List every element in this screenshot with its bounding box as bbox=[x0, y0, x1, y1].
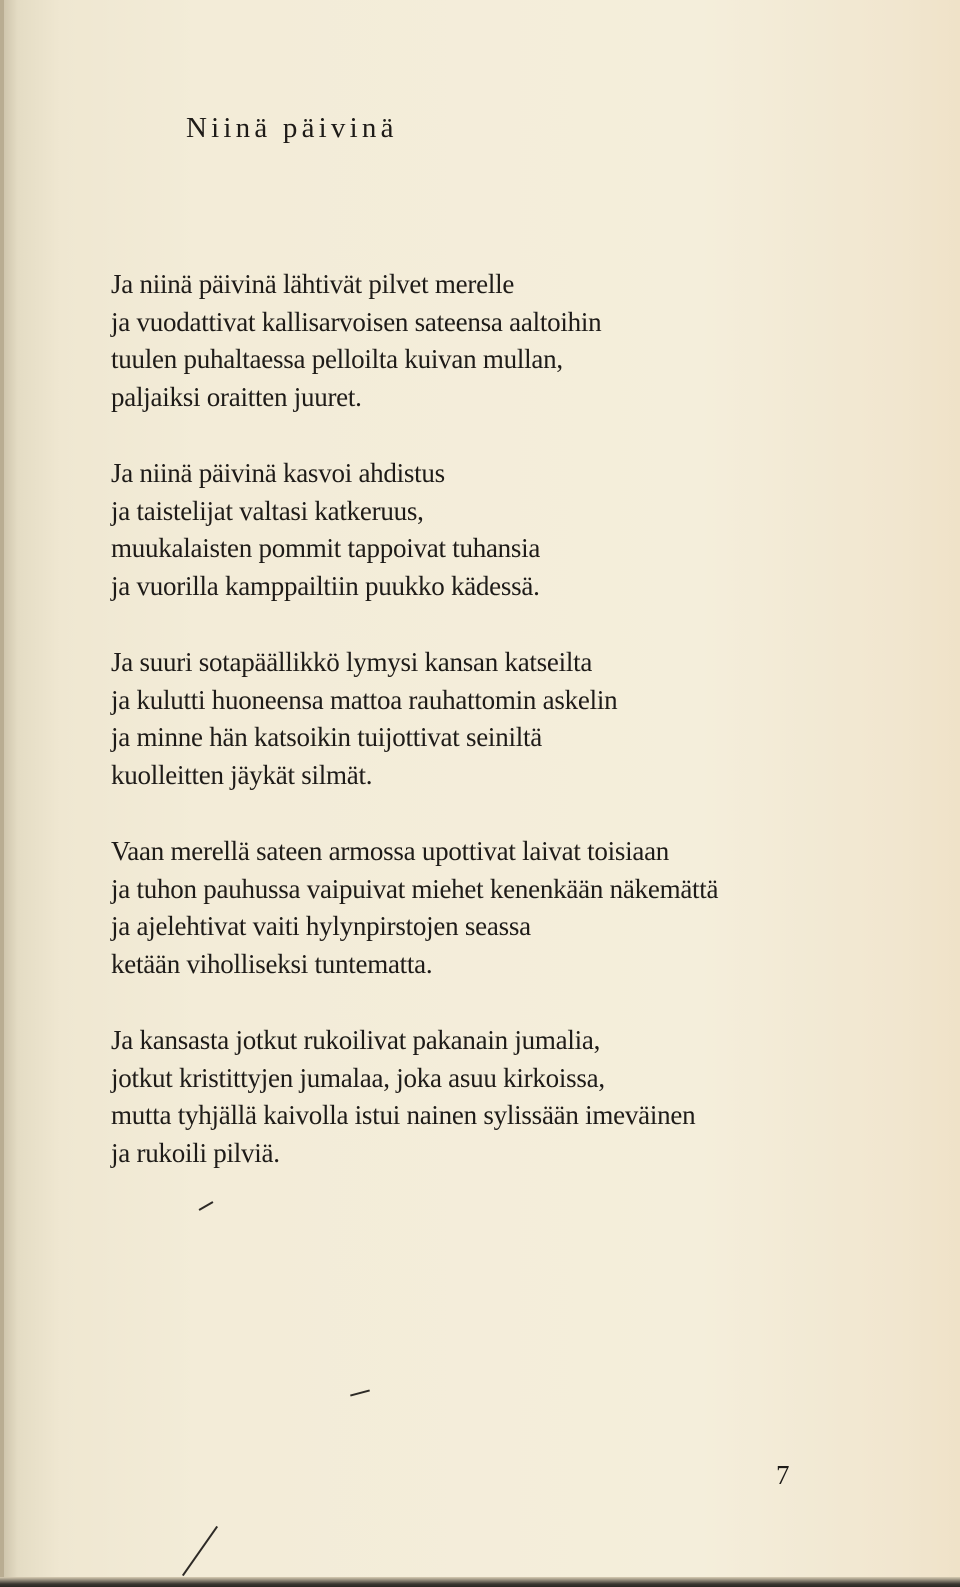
poem-line: Ja suuri sotapäällikkö lymysi kansan katseilta bbox=[111, 647, 593, 677]
poem-line: Vaan merellä sateen armossa upottivat laivat toisiaan bbox=[111, 836, 670, 866]
poem-line: ja kulutti huoneensa mattoa rauhattomin askelin bbox=[111, 684, 618, 715]
ink-mark bbox=[182, 1526, 218, 1576]
stanza bbox=[111, 1022, 718, 1172]
poem-line: muukalaisten pommit tappoivat tuhansia bbox=[111, 533, 541, 563]
poem-line: paljaiksi oraitten juuret. bbox=[111, 381, 362, 412]
stanza bbox=[111, 644, 718, 794]
poem-line: Ja niinä päivinä kasvoi ahdistus bbox=[111, 458, 445, 488]
poem-line: ja taistelijat valtasi katkeruus, bbox=[111, 495, 424, 526]
poem-line: ja ajelehtivat vaiti hylynpirstojen seassa bbox=[111, 911, 531, 941]
poem-line: ja vuodattivat kallisarvoisen sateensa aaltoihin bbox=[111, 306, 602, 337]
poem-line: ja rukoili pilviä. bbox=[111, 1137, 280, 1168]
stanza bbox=[111, 266, 718, 416]
stanza bbox=[111, 455, 718, 605]
stanza bbox=[111, 833, 718, 983]
poem-line: ketään viholliseksi tuntematta. bbox=[111, 948, 433, 979]
poem-line: ja tuhon pauhussa vaipuivat miehet kenenkään näkemättä bbox=[111, 873, 719, 904]
poem-line: mutta tyhjällä kaivolla istui nainen sylissään imeväinen bbox=[111, 1100, 696, 1130]
poem-line: jotkut kristittyjen jumalaa, joka asuu kirkoissa, bbox=[111, 1062, 605, 1093]
poem-line: ja vuorilla kamppailtiin puukko kädessä. bbox=[111, 570, 540, 601]
poem-title: Niinä päivinä bbox=[186, 112, 398, 144]
page-number: 7 bbox=[776, 1460, 790, 1490]
poem-line: tuulen puhaltaessa pelloilta kuivan mullan, bbox=[111, 344, 563, 374]
page-edge bbox=[0, 0, 4, 1587]
poem-body bbox=[111, 266, 718, 1211]
page-bottom-edge bbox=[0, 1577, 960, 1587]
poem-line: kuolleitten jäykät silmät. bbox=[111, 759, 373, 790]
ink-mark bbox=[350, 1389, 370, 1396]
poem-line: Ja niinä päivinä lähtivät pilvet merelle bbox=[111, 269, 515, 299]
poem-line: ja minne hän katsoikin tuijottivat seiniltä bbox=[111, 722, 542, 752]
poem-line: Ja kansasta jotkut rukoilivat pakanain jumalia, bbox=[111, 1025, 601, 1055]
